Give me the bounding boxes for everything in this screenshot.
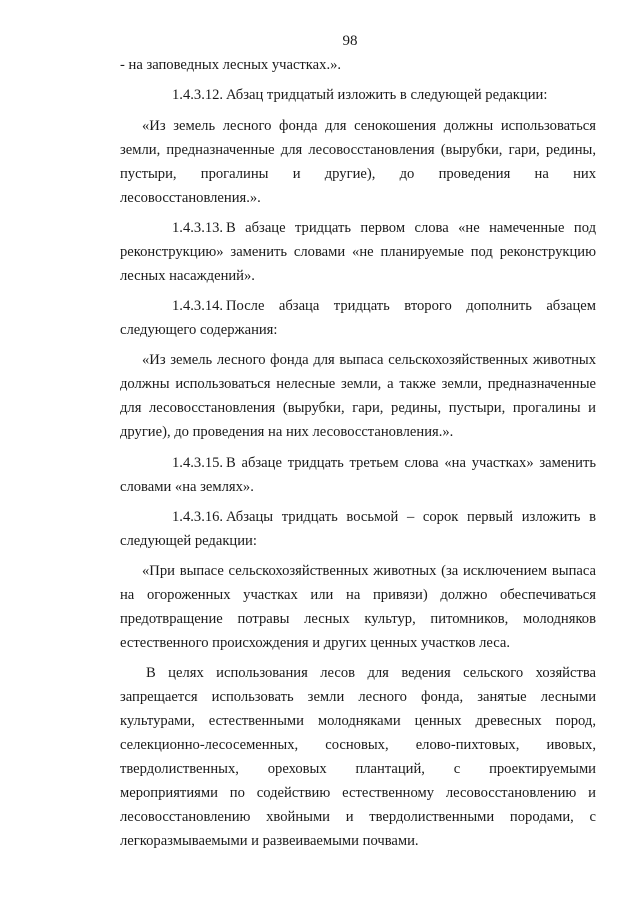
page-number: 98 (342, 33, 358, 49)
quoted-paragraph (120, 560, 596, 656)
item-number: 1.4.3.16. (172, 508, 224, 525)
item-number: 1.4.3.15. (172, 454, 224, 471)
item-text: В абзаце тридцать третьем слова «на участках» заменить словами «на землях». (120, 454, 596, 495)
quoted-paragraph (120, 349, 596, 445)
item-1-4-3-12 (120, 84, 596, 108)
item-1-4-3-16 (120, 506, 596, 554)
item-number: 1.4.3.14. (172, 298, 224, 315)
paragraph-text: «Из земель лесного фонда для сенокошения должны использоваться земли, предназначенные для лесовосстановления (вырубки, гари, редины, пустыри, прогалины и другие), до проведения на них лесовосстановления.». (120, 117, 596, 206)
paragraph-text: «При выпасе сельскохозяйственных животных (за исключением выпаса на огороженных участках или на привязи) должно обеспечиваться предотвращение потравы лесных культур, питомников, молодняков естественного происхождения и других ценных участков леса. (120, 563, 596, 651)
paragraph-text: «Из земель лесного фонда для выпаса сельскохозяйственных животных должны использоваться нелесные земли, а также земли, предназначенные для лесовосстановления (вырубки, гари, редины, пустыри, прогалины и другие), до проведения на них лесовосстановления.». (120, 352, 596, 441)
item-1-4-3-15 (120, 452, 596, 500)
quoted-paragraph (120, 662, 596, 853)
item-text: Абзацы тридцать восьмой – сорок первый изложить в следующей редакции: (120, 508, 596, 549)
item-1-4-3-14 (120, 295, 596, 343)
paragraph-text: В целях использования лесов для ведения сельского хозяйства запрещается использовать земли лесного фонда, занятые лесными культурами, естественными молодняками ценных древесных пород, селекционно-лесосеменных, сосновых, елово-пихтовых, ивовых, твердолиственных, ореховых плантаций, с проектируемыми мероприятиями по содействию естественному лесовосстановлению и лесовосстановлению хвойными и твердолиственными породами, с легкоразмываемыми и развеиваемыми почвами. (120, 665, 596, 849)
paragraph-text: - на заповедных лесных участках.». (120, 57, 342, 73)
item-text: После абзаца тридцать второго дополнить абзацем следующего содержания: (120, 298, 596, 339)
item-text: В абзаце тридцать первом слова «не намеченные под реконструкцию» заменить словами «не планируемые под реконструкцию лесных насаждений». (120, 219, 596, 284)
quoted-paragraph (120, 115, 596, 211)
item-number: 1.4.3.12. (172, 87, 224, 104)
item-1-4-3-13 (120, 217, 596, 289)
paragraph-continuation (120, 54, 596, 78)
item-number: 1.4.3.13. (172, 219, 224, 236)
document-body (120, 54, 596, 860)
item-text: Абзац тридцатый изложить в следующей редакции: (226, 87, 548, 104)
